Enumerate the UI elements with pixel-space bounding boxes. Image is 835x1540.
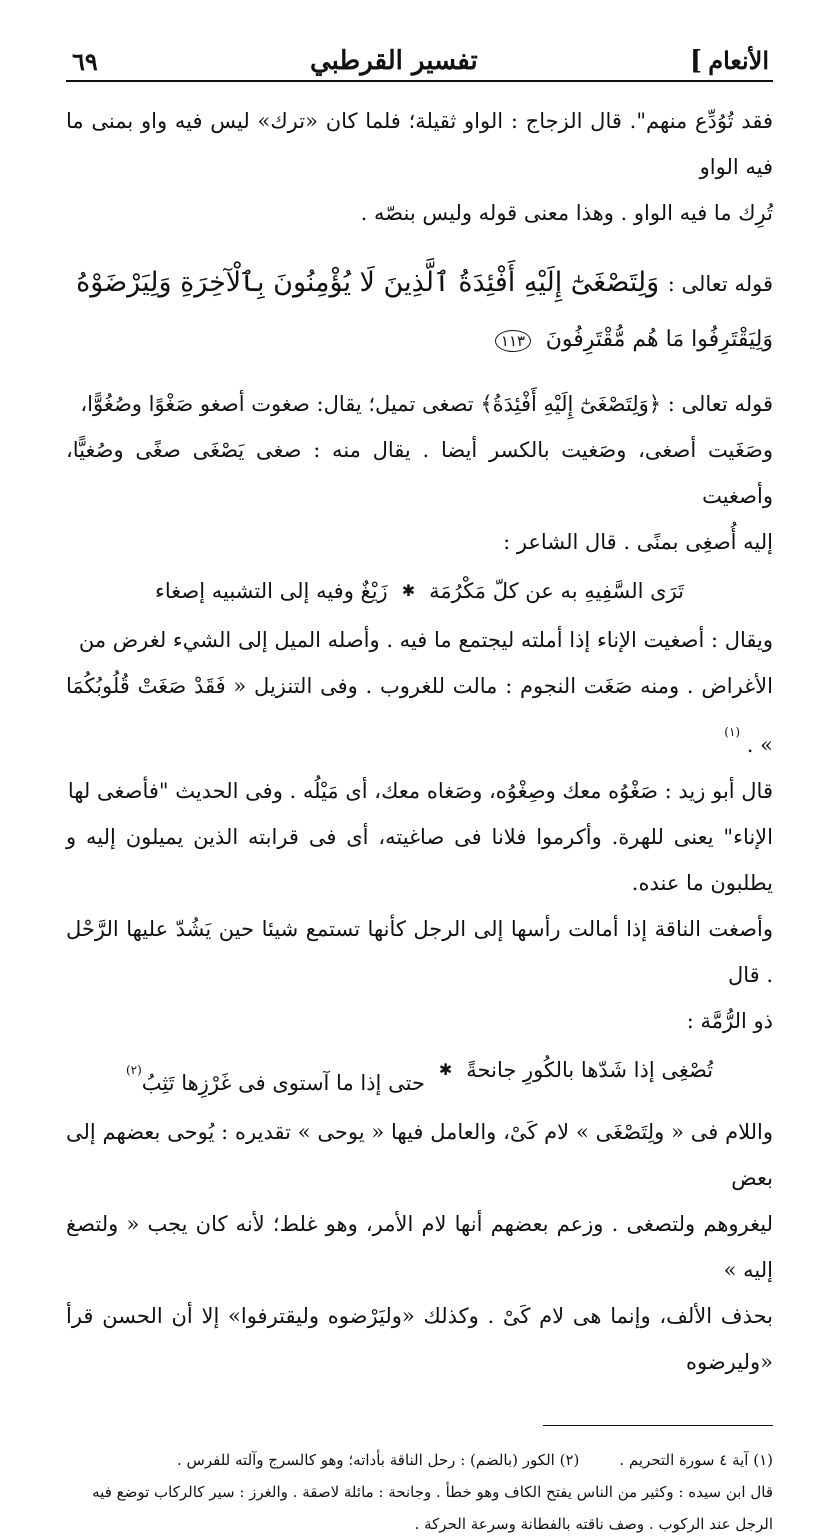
opening-paragraph	[66, 98, 773, 236]
footnote-divider	[543, 1425, 773, 1426]
text-line: وصَغَيت أصغى، وصَغيت بالكسر أيضا . يقال منه : صغى يَصْغَى صغًى وصُغيًّا، وأصغيت	[66, 438, 773, 508]
text-line: بحذف الألف، وإنما هى لام كَىْ . وكذلك «وليَرْضوه وليقترفوا» إلا أن الحسن قرأ «وليرضوه	[66, 1304, 773, 1374]
verse-number-icon: ١١٣	[495, 330, 531, 352]
text-span: الأغراض . ومنه صَغَت النجوم : مالت للغروب . وفى التنزيل « فَقَدْ صَغَتْ قُلُوبُكُمَا » .	[66, 674, 773, 757]
section-heading	[690, 46, 769, 76]
poem-hemistich: زَيْغٌ وفيه إلى التشبيه إصغاء	[155, 579, 388, 603]
footnote-line: قال ابن سيده : وكثير من الناس يفتح الكاف وهو خطأ . وجانحة : مائلة لاصقة . والغرز : سير كالركاب توضع فيه	[92, 1483, 773, 1501]
poem-hemistich: تَرَى السَّفِيهِ به عن كلّ مَكْرُمَة	[429, 579, 684, 603]
footnote-marker: (٢)	[125, 1063, 142, 1077]
star-icon: ✱	[401, 581, 416, 600]
text-line: قوله تعالى : ﴿وَلِتَصْغَىٰٓ إِلَيْهِ أَفْئِدَةُ﴾ تصغى تميل؛ يقال: صغوت أصغو صَغْوًا وصُغُوًّا،	[80, 392, 773, 416]
verse-text: وَلِيَقْتَرِفُوا مَا هُم مُّقْتَرِفُونَ	[545, 327, 773, 352]
text-line: ويقال : أصغيت الإناء إذا أملته ليجتمع ما فيه . وأصله الميل إلى الشيء لغرض من	[78, 628, 773, 652]
text-line: الإناء" يعنى للهرة. وأكرموا فلانا فى صاغيته، أى فى قرابته الذين يميلون إليه و يطلبون ما عنده.	[66, 825, 773, 895]
text-line: واللام فى « ولِتَصْغَى » لام كَىْ، والعامل فيها « يوحى » تقديره : يُوحى بعضهم إلى بعض	[66, 1120, 773, 1190]
poem-verse	[66, 565, 773, 617]
text-line: ذو الرُّمَّة :	[686, 1009, 773, 1033]
footnote-2: (٢) الكور (بالضم) : رحل الناقة بأداته؛ وهو كالسرج وآلته للفرس .	[177, 1451, 580, 1469]
star-icon: ✱	[438, 1060, 453, 1079]
poem-hemistich: تُصْغِى إذا شَدّها بالكُورِ جانحةً	[466, 1058, 714, 1082]
text-span: حتى إذا ما آستوى فى غَرْزِها تَثِبُ	[141, 1071, 425, 1095]
verse-intro: قوله تعالى :	[667, 272, 773, 296]
footnote-1: (١) آية ٤ سورة التحريم .	[619, 1451, 773, 1469]
verse-text: وَلِتَصْغَىٰٓ إِلَيْهِ أَفْئِدَةُ ٱلَّذِينَ لَا يُؤْمِنُونَ بِٱلْآخِرَةِ وَلِيَرْضَوْهُ	[76, 267, 660, 298]
text-line: ليغروهم ولتصغى . وزعم بعضهم أنها لام الأمر، وهو غلط؛ لأنه كان يجب « ولتصغ إليه »	[66, 1212, 773, 1282]
verse-line-2	[66, 311, 773, 367]
footnote-line: الرجل عند الركوب . وصف ناقته بالفطانة وسرعة الحركة .	[414, 1515, 773, 1533]
verse-line-1	[66, 256, 773, 311]
quran-verse	[66, 256, 773, 367]
text-line: فقد تُوُدِّع منهم". قال الزجاج : الواو ثقيلة؛ فلما كان «ترك» ليس فيه واو بمنى ما فيه الواو	[66, 109, 773, 179]
running-head	[66, 30, 773, 82]
poem-verse	[66, 1044, 773, 1109]
commentary	[66, 381, 773, 1385]
section-bracket: ]	[689, 46, 703, 76]
text-line	[66, 663, 773, 768]
text-line: إليه أُصغِى بمنًى . قال الشاعر :	[503, 530, 773, 554]
text-line: قال أبو زيد : صَغْوُه معك وصِغْوُه، وصَغاه معك، أى مَيْلُه . وفى الحديث "فأصغى لها	[67, 779, 773, 803]
text-line: تُرِك ما فيه الواو . وهذا معنى قوله وليس بنصّه .	[360, 201, 773, 225]
section-name: الأنعام	[708, 46, 769, 75]
poem-hemistich	[126, 1044, 425, 1109]
text-line: وأصغت الناقة إذا أمالت رأسها إلى الرجل كأنها تستمع شيئا حين يَشُدّ عليها الرَّحْل . قال	[66, 917, 773, 987]
book-title: تفسير القرطبي	[310, 46, 478, 76]
page-number: ٦٩	[72, 47, 98, 76]
footnote-row	[66, 1444, 773, 1476]
footnote-marker: (١)	[724, 725, 741, 739]
footnotes	[66, 1444, 773, 1540]
